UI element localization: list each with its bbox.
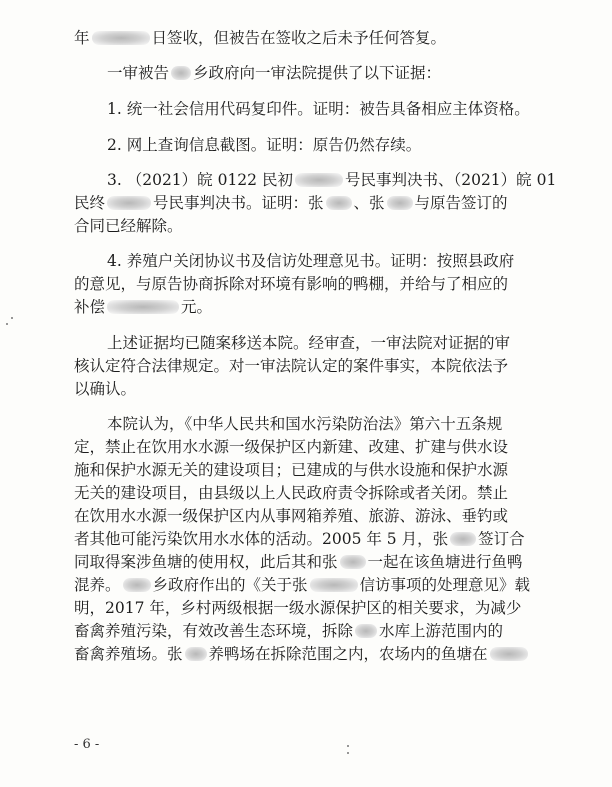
text-line: 同取得案涉鱼塘的使用权，此后其和张 一起在该鱼塘进行鱼鸭: [74, 553, 523, 571]
text-line: 在饮用水水源一级保护区内从事网箱养殖、旅游、游泳、垂钓或: [74, 507, 509, 525]
text-line: 者其他可能污染饮用水水体的活动。2005 年 5 月，张 签订合: [74, 530, 525, 548]
redaction-blur: [387, 196, 413, 210]
text-line: 定，禁止在饮用水水源一级保护区内新建、改建、扩建与供水设: [74, 438, 509, 456]
text-line: 1. 统一社会信用代码复印件。证明：被告具备相应主体资格。: [107, 100, 530, 118]
text-line: 年 日签收，但被告在签收之后未予任何答复。: [74, 29, 447, 47]
redaction-blur: [92, 31, 150, 45]
redaction-blur: [326, 196, 352, 210]
text-line: 合同已经解除。: [74, 217, 183, 235]
text-line: 补偿 元。: [74, 298, 213, 316]
text-line: 明，2017 年，乡村两级根据一级水源保护区的相关要求，为减少: [74, 599, 522, 617]
text-line: 施和保护水源无关的建设项目；已建成的与供水设施和保护水源: [74, 461, 509, 479]
text-line: 核认定符合法律规定。对一审法院认定的案件事实，本院依法予: [74, 357, 509, 375]
redaction-blur: [171, 66, 191, 80]
scan-speck: [6, 323, 8, 325]
redaction-blur: [490, 647, 528, 661]
text-line: 畜禽养殖场。张 养鸭场在拆除范围之内，农场内的鱼塘在: [74, 644, 530, 664]
scan-speck: [347, 752, 349, 754]
redaction-blur: [123, 578, 151, 592]
text-line: 以确认。: [74, 380, 137, 398]
redaction-blur: [450, 532, 476, 546]
redaction-blur: [107, 196, 151, 210]
scan-speck: [11, 317, 13, 319]
text-line: 4. 养殖户关闭协议书及信访处理意见书。证明：按照县政府: [107, 252, 515, 270]
text-line: 本院认为，《中华人民共和国水污染防治法》第六十五条规: [107, 415, 503, 433]
redaction-blur: [107, 300, 179, 314]
page-number: - 6 -: [74, 737, 100, 752]
text-line: 的意见，与原告协商拆除对环境有影响的鸭棚，并给与了相应的: [74, 275, 509, 293]
text-line: 3. （2021）皖 0122 民初 号民事判决书、（2021）皖 01: [107, 171, 557, 189]
scan-speck: [347, 745, 349, 747]
text-line: 无关的建设项目，由县级以上人民政府责令拆除或者关闭。禁止: [74, 484, 509, 502]
text-line: 畜禽养殖污染，有效改善生态环境，拆除 水库上游范围内的: [74, 622, 504, 640]
redaction-blur: [355, 624, 377, 638]
text-line: 2. 网上查询信息截图。证明：原告仍然存续。: [107, 136, 422, 154]
text-line: 上述证据均已随案移送本院。经审查，一审法院对证据的审: [107, 334, 511, 352]
redaction-blur: [310, 578, 358, 592]
redaction-blur: [185, 647, 207, 661]
text-line: 混养。 乡政府作出的《关于张 信访事项的处理意见》载: [74, 576, 531, 594]
redaction-blur: [340, 555, 366, 569]
text-line: 民终 号民事判决书。证明：张 、张 与原告签订的: [74, 194, 508, 212]
text-line: 一审被告 乡政府向一审法院提供了以下证据：: [107, 64, 442, 82]
redaction-blur: [295, 173, 343, 187]
